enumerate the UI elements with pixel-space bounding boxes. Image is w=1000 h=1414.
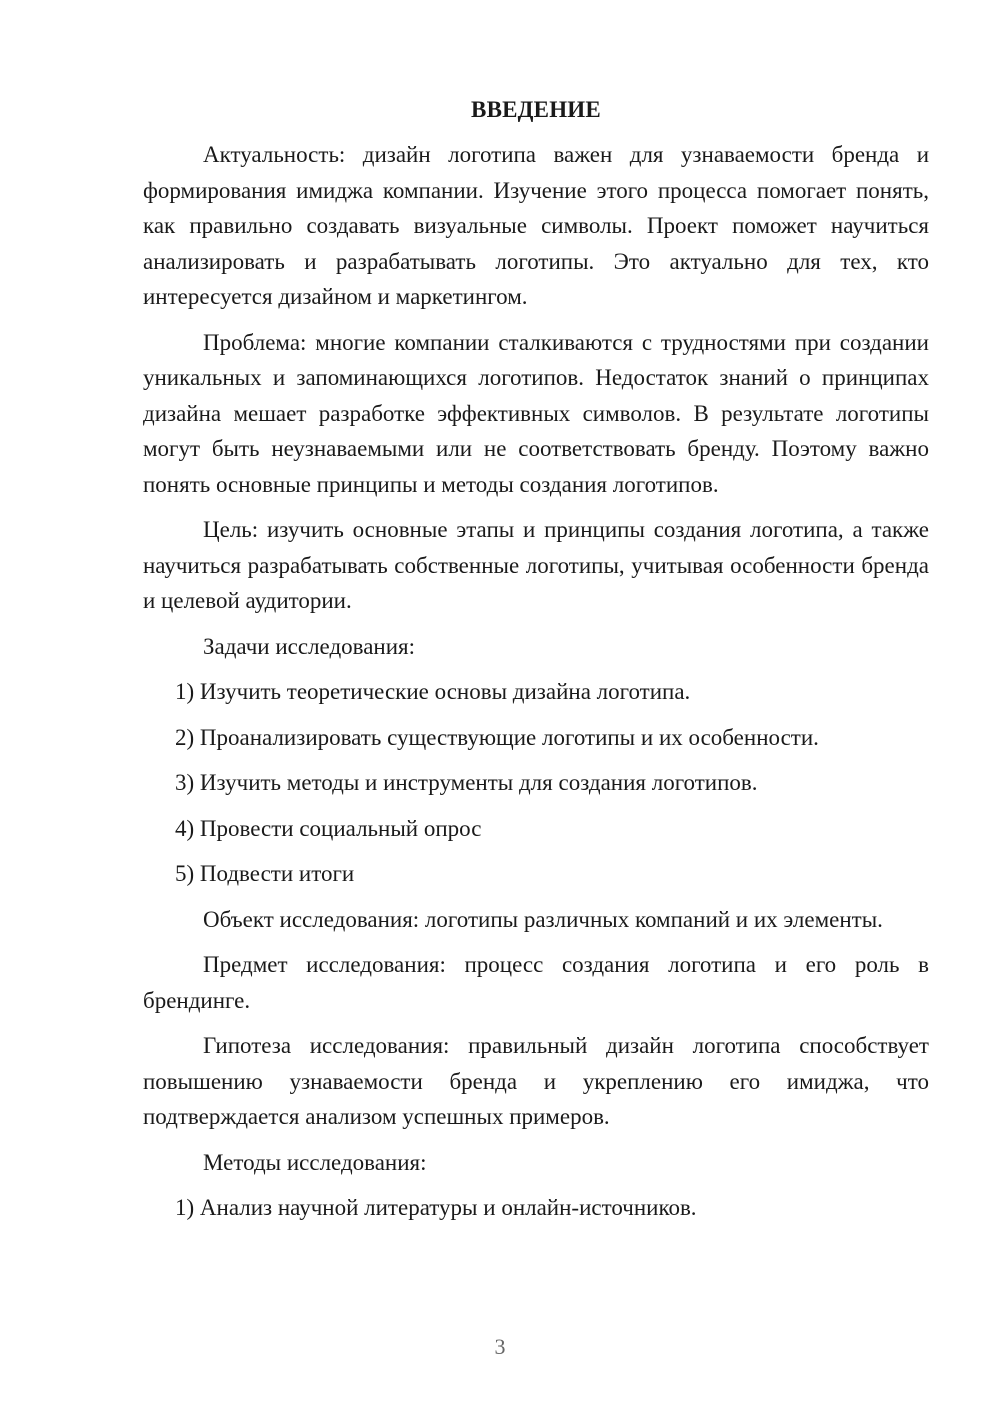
tasks-label: Задачи исследования: xyxy=(203,633,416,659)
list-item: 5) Подвести итоги xyxy=(175,861,355,886)
problem-paragraph: Проблема: многие компании сталкиваются с трудностями при создании уникальных и запоминающихся логотипов. Недостаток знаний о принципах дизайна мешает разработке эффективных символов. В результате логотипы могут быть неузнаваемыми или не соответствовать бренду. Поэтому важно понять основные принципы и методы создания логотипов. xyxy=(143,329,929,497)
relevance-paragraph: Актуальность: дизайн логотипа важен для узнаваемости бренда и формирования имиджа компании. Изучение этого процесса помогает понять, как правильно создавать визуальные символы. Проект поможет научиться анализировать и разрабатывать логотипы. Это актуально для тех, кто интересуется дизайном и маркетингом. xyxy=(143,142,929,309)
methods-list xyxy=(143,1190,929,1226)
methods-label: Методы исследования: xyxy=(203,1149,427,1175)
tasks-list xyxy=(143,674,929,892)
hypothesis-paragraph: Гипотеза исследования: правильный дизайн логотипа способствует повышению узнаваемости бренда и укреплению его имиджа, что подтверждается анализом успешных примеров. xyxy=(143,1033,929,1129)
list-item: 3) Изучить методы и инструменты для создания логотипов. xyxy=(175,770,758,795)
list-item: 1) Анализ научной литературы и онлайн-источников. xyxy=(175,1195,697,1220)
section-heading: ВВЕДЕНИЕ xyxy=(471,97,601,122)
object-paragraph: Объект исследования: логотипы различных компаний и их элементы. xyxy=(203,906,883,932)
subject-paragraph: Предмет исследования: процесс создания логотипа и его роль в брендинге. xyxy=(143,952,929,1013)
page-content xyxy=(143,92,929,1236)
goal-paragraph: Цель: изучить основные этапы и принципы создания логотипа, а также научиться разрабатывать собственные логотипы, учитывая особенности бренда и целевой аудитории. xyxy=(143,517,929,613)
list-item: 2) Проанализировать существующие логотипы и их особенности. xyxy=(175,724,819,750)
list-item: 1) Изучить теоретические основы дизайна логотипа. xyxy=(175,679,691,704)
page-number: 3 xyxy=(494,1334,506,1359)
list-item: 4) Провести социальный опрос xyxy=(175,815,482,841)
